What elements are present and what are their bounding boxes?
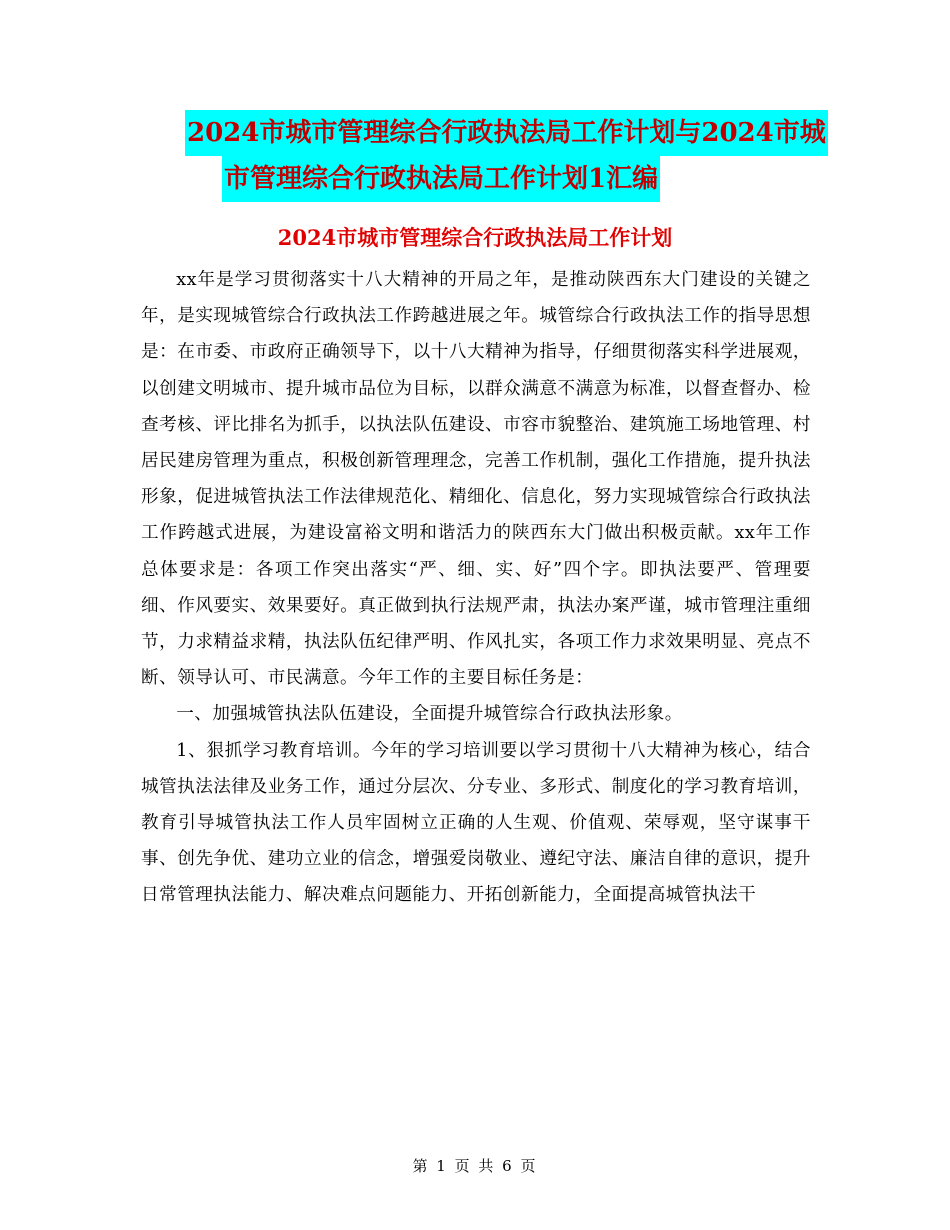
body-text (141, 262, 811, 914)
paragraph: xx年是学习贯彻落实十八大精神的开局之年，是推动陕西东大门建设的关键之年，是实现城管综合行政执法工作跨越进展之年。城管综合行政执法工作的指导思想是：在市委、市政府正确领导下，以十八大精神为指导，仔细贯彻落实科学进展观，以创建文明城市、提升城市品位为目标，以群众满意不满意为标准，以督查督办、检查考核、评比排名为抓手，以执法队伍建设、市容市貌整治、建筑施工场地管理、村居民建房管理为重点，积极创新管理理念，完善工作机制，强化工作措施，提升执法形象，促进城管执法工作法律规范化、精细化、信息化，努力实现城管综合行政执法工作跨越式进展，为建设富裕文明和谐活力的陕西东大门做出积极贡献。xx年工作总体要求是：各项工作突出落实“严、细、实、好”四个字。即执法要严、管理要细、作风要实、效果要好。真正做到执行法规严肃，执法办案严谨，城市管理注重细节，力求精益求精，执法队伍纪律严明、作风扎实，各项工作力求效果明显、亮点不断、领导认可、市民满意。今年工作的主要目标任务是： (141, 270, 811, 689)
paragraph: 1、狠抓学习教育培训。今年的学习培训要以学习贯彻十八大精神为核心，结合城管执法法律及业务工作，通过分层次、分专业、多形式、制度化的学习教育培训，教育引导城管执法工作人员牢固树立正确的人生观、价值观、荣辱观，坚守谋事干事、创先争优、建功立业的信念，增强爱岗敬业、遵纪守法、廉洁自律的意识，提升日常管理执法能力、解决难点问题能力、开拓创新能力，全面提高城管执法干 (141, 740, 811, 906)
title-line-2: 市管理综合行政执法局工作计划1汇编 (222, 156, 660, 202)
page-footer: 第 1 页 共 6 页 (412, 1157, 538, 1175)
title-line-1: 2024市城市管理综合行政执法局工作计划与2024市城 (185, 110, 828, 156)
paragraph: 一、加强城管执法队伍建设，全面提升城管综合行政执法形象。 (176, 704, 683, 725)
section-heading: 2024市城市管理综合行政执法局工作计划 (277, 225, 673, 250)
